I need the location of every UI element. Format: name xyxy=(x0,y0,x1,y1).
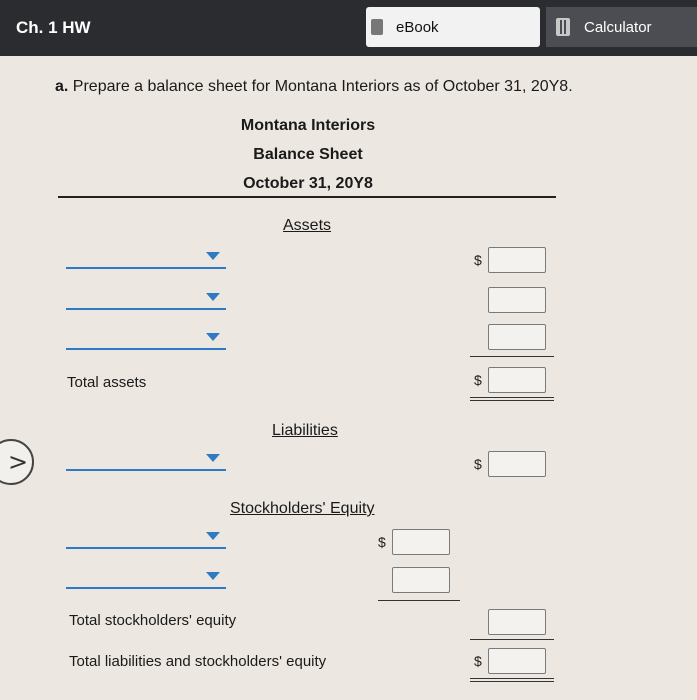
ebook-icon xyxy=(371,19,383,35)
liability-amount-input[interactable] xyxy=(488,451,546,477)
assignment-title: Ch. 1 HW xyxy=(16,18,91,37)
equity-heading: Stockholders' Equity xyxy=(230,500,375,517)
asset-amount-input-1[interactable] xyxy=(488,247,546,273)
liability-dollar-sign: $ xyxy=(474,456,482,472)
asset-account-select-2[interactable] xyxy=(66,288,226,310)
asset-amount-input-3[interactable] xyxy=(488,324,546,350)
chevron-right-icon: > xyxy=(8,448,29,476)
instruction xyxy=(55,78,573,96)
total-assets-label: Total assets xyxy=(67,374,147,391)
total-assets-dollar-sign: $ xyxy=(474,372,482,388)
total-equity-rule xyxy=(470,639,554,640)
total-equity-input[interactable] xyxy=(488,609,546,635)
equity-amount-input-1[interactable] xyxy=(392,529,450,555)
chevron-down-icon xyxy=(206,572,220,580)
asset-account-select-1[interactable] xyxy=(66,247,226,269)
chevron-down-icon xyxy=(206,293,220,301)
statement-name: Balance Sheet xyxy=(253,146,363,163)
calculator-button[interactable] xyxy=(546,7,697,47)
chevron-down-icon xyxy=(206,252,220,260)
calculator-label: Calculator xyxy=(584,19,652,36)
header-rule xyxy=(58,196,556,198)
instruction-text: Prepare a balance sheet for Montana Interiors as of October 31, 20Y8. xyxy=(72,78,573,95)
total-liabilities-equity-double-rule xyxy=(470,678,554,682)
chevron-down-icon xyxy=(206,454,220,462)
equity-1-dollar-sign: $ xyxy=(378,534,386,550)
total-assets-input[interactable] xyxy=(488,367,546,393)
next-question-button[interactable] xyxy=(0,439,34,485)
statement-date: October 31, 20Y8 xyxy=(243,175,373,192)
total-assets-double-rule xyxy=(470,397,554,401)
instruction-letter: a. xyxy=(55,78,69,95)
liabilities-heading: Liabilities xyxy=(272,422,338,439)
liability-account-select[interactable] xyxy=(66,449,226,471)
assets-subtotal-rule xyxy=(470,356,554,357)
company-name: Montana Interiors xyxy=(240,117,376,134)
total-liabilities-equity-dollar-sign: $ xyxy=(474,653,482,669)
question-content xyxy=(0,56,697,700)
equity-account-select-1[interactable] xyxy=(66,527,226,549)
assets-heading: Assets xyxy=(283,217,332,234)
asset-amount-input-2[interactable] xyxy=(488,287,546,313)
ebook-button[interactable] xyxy=(366,7,540,47)
equity-account-select-2[interactable] xyxy=(66,567,226,589)
calculator-icon xyxy=(556,18,570,36)
top-bar xyxy=(0,0,697,56)
ebook-label: eBook xyxy=(396,19,439,36)
chevron-down-icon xyxy=(206,333,220,341)
chevron-down-icon xyxy=(206,532,220,540)
total-equity-label: Total stockholders' equity xyxy=(69,612,237,629)
total-liabilities-equity-input[interactable] xyxy=(488,648,546,674)
total-liabilities-equity-label: Total liabilities and stockholders' equity xyxy=(69,653,327,670)
equity-amount-input-2[interactable] xyxy=(392,567,450,593)
asset-1-dollar-sign: $ xyxy=(474,252,482,268)
asset-account-select-3[interactable] xyxy=(66,328,226,350)
equity-subtotal-rule xyxy=(378,600,460,601)
